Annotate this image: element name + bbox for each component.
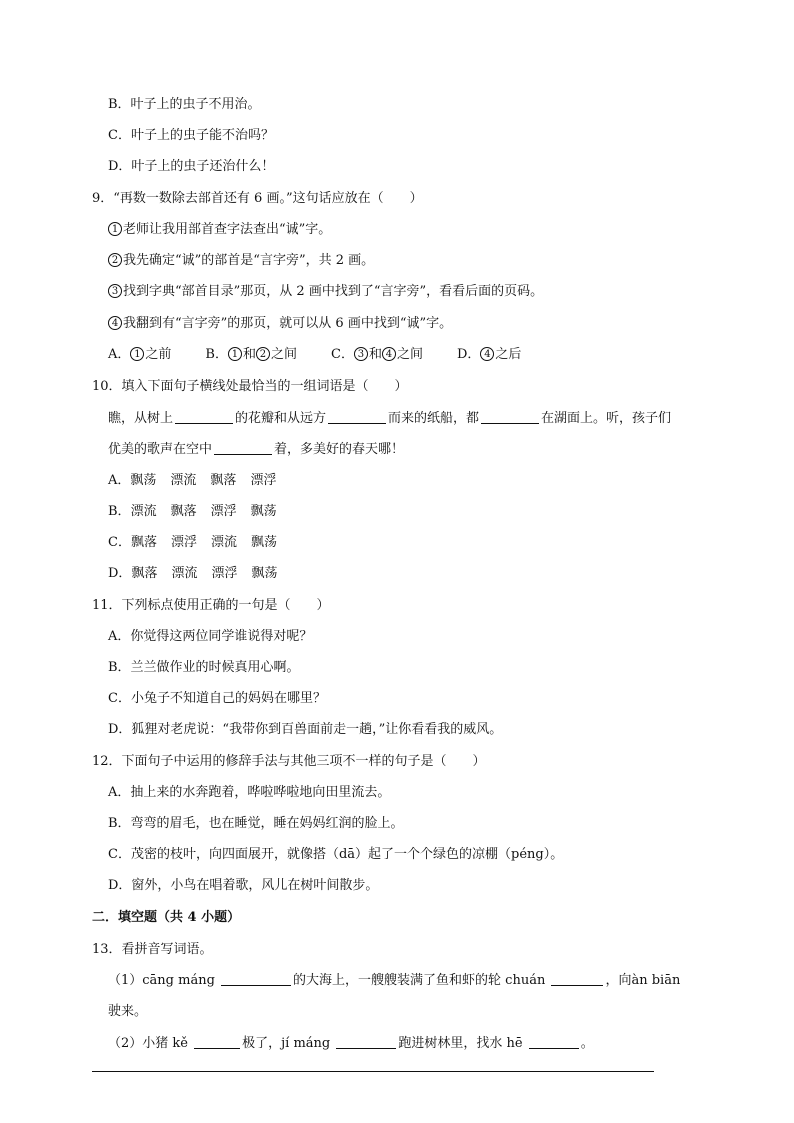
- circled-number: 2: [108, 253, 122, 267]
- option-word: 飘落: [130, 535, 157, 550]
- answer-blank[interactable]: [194, 1035, 240, 1049]
- q13-sub1-line2: 驶来。: [108, 1004, 148, 1019]
- q12-stem: 12．下面句子中运用的修辞手法与其他三项不一样的句子是（ ）: [92, 754, 486, 769]
- answer-blank[interactable]: [175, 410, 233, 424]
- q9-step-4: [108, 315, 452, 333]
- circled-number: 4: [108, 316, 122, 330]
- q9-step-2: [108, 252, 374, 270]
- q13-sub2-text-4: 。: [580, 1036, 594, 1051]
- q13-sub1-text-2: 的大海上，一艘艘装满了鱼和虾的轮 chuán: [293, 973, 546, 988]
- q10-option-c: [108, 534, 291, 552]
- q9-option-b: [205, 347, 297, 362]
- q13-sub2: [108, 1035, 594, 1053]
- q10-option-b: [108, 503, 291, 521]
- circled-number: 1: [108, 222, 122, 236]
- q11-option-b: B．兰兰做作业的时候真用心啊。: [108, 660, 300, 675]
- answer-blank[interactable]: [221, 972, 291, 986]
- q10-text-5: 优美的歌声在空中: [108, 442, 213, 457]
- option-word: 飘荡: [250, 504, 277, 519]
- q10-text-3: 而来的纸船，都: [388, 411, 480, 426]
- option-word: 漂浮: [250, 473, 277, 488]
- q8-option-c: C．叶子上的虫子能不治吗？: [108, 128, 274, 143]
- q8-option-b: B．叶子上的虫子不用治。: [108, 97, 261, 112]
- q11-option-c: C．小兔子不知道自己的妈妈在哪里？: [108, 691, 326, 706]
- option-word: 漂流: [210, 535, 237, 550]
- q10-option-a: [108, 472, 290, 490]
- option-text: 之前: [145, 347, 172, 362]
- q13-sub2-text-1: （2）小猪 kě: [108, 1036, 188, 1051]
- answer-blank[interactable]: [529, 1035, 579, 1049]
- option-letter: D．: [108, 566, 132, 581]
- q13-sub1-text-1: （1）cāng máng: [108, 973, 215, 988]
- q10-text-1: 瞧，从树上: [108, 411, 174, 426]
- option-word: 漂流: [171, 566, 198, 581]
- q9-option-c: [331, 347, 423, 362]
- option-letter: A．: [108, 473, 131, 488]
- q9-step-1: [108, 221, 331, 239]
- circled-number: 4: [480, 347, 494, 361]
- option-word: 飘落: [210, 473, 237, 488]
- q10-option-d: [108, 565, 292, 583]
- q12-option-d: D．窗外，小鸟在唱着歌，风儿在树叶间散步。: [108, 878, 379, 893]
- answer-blank[interactable]: [551, 972, 603, 986]
- q9-step-3: [108, 283, 543, 301]
- option-word: 漂流: [130, 504, 157, 519]
- option-letter: C．: [108, 535, 131, 550]
- answer-blank[interactable]: [336, 1035, 396, 1049]
- option-letter: C．: [331, 347, 354, 362]
- q10-text-6: 着，多美好的春天哪！: [274, 442, 405, 457]
- q9-step-text: 我翻到有“言字旁”的那页，就可以从 6 画中找到“诚”字。: [123, 316, 453, 331]
- circled-number: 3: [108, 284, 122, 298]
- option-word: 飘落: [170, 504, 197, 519]
- q9-options: [108, 346, 555, 364]
- option-letter: B．: [108, 504, 131, 519]
- q13-sub2-text-3: 跑进树林里，找水 hē: [398, 1036, 523, 1051]
- footer-divider: [92, 1071, 654, 1072]
- section-heading-fill-in: 二．填空题（共 4 小题）: [92, 910, 241, 925]
- option-letter: A．: [108, 347, 131, 362]
- q11-option-a: A．你觉得这两位同学谁说得对呢？: [108, 629, 313, 644]
- option-text: 之间: [396, 347, 423, 362]
- option-text: 和: [368, 347, 382, 362]
- option-word: 飘荡: [251, 535, 278, 550]
- q11-option-d: D．狐狸对老虎说：“我带你到百兽面前走一趟，”让你看看我的威风。: [108, 722, 503, 737]
- answer-blank[interactable]: [481, 410, 539, 424]
- q8-option-d: D．叶子上的虫子还治什么！: [108, 159, 275, 174]
- answer-blank[interactable]: [328, 410, 386, 424]
- option-text: 之后: [495, 347, 522, 362]
- q10-sentence-line2: [108, 441, 404, 459]
- q11-stem: 11．下列标点使用正确的一句是（ ）: [92, 598, 330, 613]
- answer-blank[interactable]: [214, 441, 272, 455]
- option-word: 漂流: [170, 473, 197, 488]
- option-text: 和: [242, 347, 256, 362]
- q9-step-text: 老师让我用部首查字法查出“诚”字。: [123, 222, 332, 237]
- option-letter: D．: [456, 347, 481, 362]
- q10-sentence-line1: [108, 410, 671, 428]
- circled-number: 4: [382, 347, 396, 361]
- option-word: 飘荡: [251, 566, 278, 581]
- option-letter: B．: [205, 347, 228, 362]
- option-text: 之间: [270, 347, 297, 362]
- option-word: 漂浮: [170, 535, 197, 550]
- circled-number: 2: [256, 347, 270, 361]
- q10-text-2: 的花瓣和从远方: [235, 411, 327, 426]
- q12-option-a: A．抽上来的水奔跑着，哗啦哗啦地向田里流去。: [108, 785, 391, 800]
- q13-sub1-line1: [108, 972, 680, 990]
- q13-sub1-text-3: ，向àn biān: [605, 973, 681, 988]
- q13-stem: 13．看拼音写词语。: [92, 942, 213, 957]
- q9-stem: 9．“再数一数除去部首还有 6 画。”这句话应放在（ ）: [92, 191, 423, 206]
- q9-step-text: 我先确定“诚”的部首是“言字旁”，共 2 画。: [123, 253, 375, 268]
- q12-option-b: B．弯弯的眉毛，也在睡觉，睡在妈妈红润的脸上。: [108, 816, 404, 831]
- option-word: 漂浮: [210, 504, 237, 519]
- option-word: 飘落: [131, 566, 158, 581]
- q9-option-a: [108, 347, 171, 362]
- option-word: 飘荡: [130, 473, 157, 488]
- q12-option-c: C．茂密的枝叶，向四面展开，就像搭（dā）起了一个个绿色的凉棚（péng）。: [108, 847, 564, 862]
- circled-number: 1: [130, 347, 144, 361]
- q9-step-text: 找到字典“部首目录”那页，从 2 画中找到了“言字旁”，看看后面的页码。: [123, 284, 544, 299]
- q10-stem: 10．填入下面句子横线处最恰当的一组词语是（ ）: [92, 379, 408, 394]
- circled-number: 1: [228, 347, 242, 361]
- q9-option-d: [457, 347, 521, 362]
- circled-number: 3: [354, 347, 368, 361]
- q10-text-4: 在湖面上。听，孩子们: [541, 411, 672, 426]
- option-word: 漂浮: [211, 566, 238, 581]
- q13-sub2-text-2: 极了，jí máng: [242, 1036, 331, 1051]
